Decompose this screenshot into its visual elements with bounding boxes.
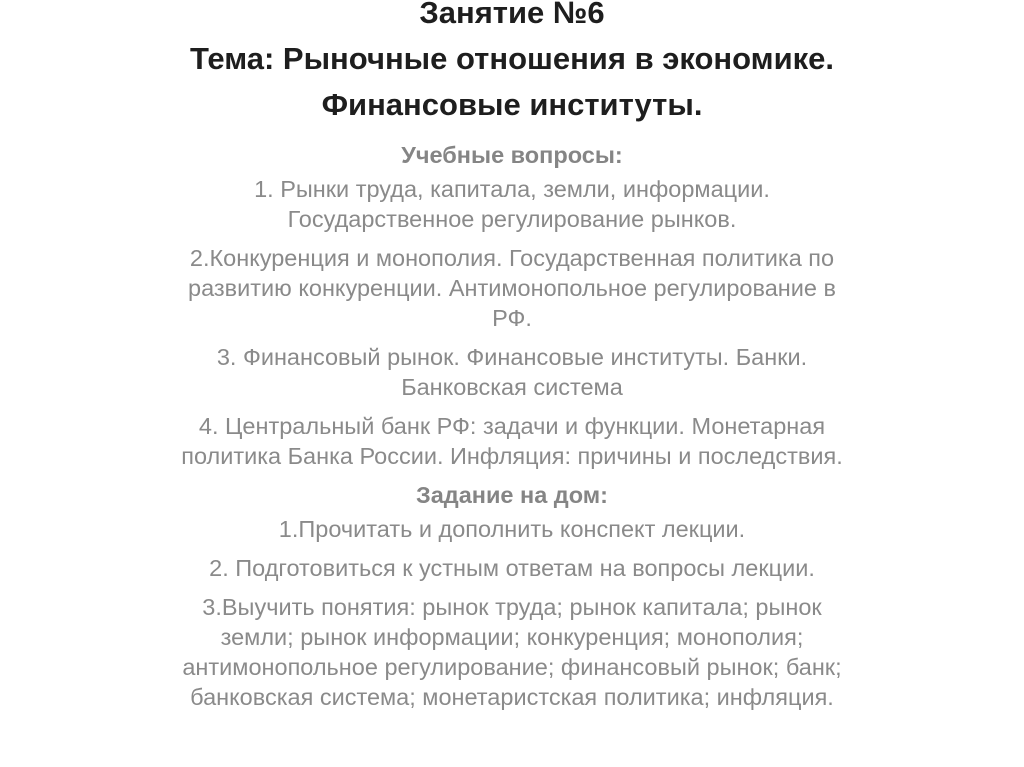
homework-item-1-line-1: 1.Прочитать и дополнить конспект лекции. [278, 516, 746, 542]
question-item-3-line-1: 3. Финансовый рынок. Финансовые институты. Банки. [216, 344, 808, 370]
homework-item-3-line-4: банковская система; монетаристская политика; инфляция. [190, 684, 834, 710]
questions-heading: Учебные вопросы: [401, 142, 623, 168]
slide-body [100, 140, 924, 721]
homework-item-2 [100, 553, 924, 583]
question-item-2-line-3: РФ. [492, 305, 532, 331]
homework-item-3-line-2: земли; рынок информации; конкуренция; монополия; [220, 624, 804, 650]
homework-item-2-line-1: 2. Подготовиться к устным ответам на вопросы лекции. [209, 555, 815, 581]
question-item-4-line-2: политика Банка России. Инфляция: причины и последствия. [181, 443, 843, 469]
question-item-4-line-1: 4. Центральный банк РФ: задачи и функции. Монетарная [198, 413, 826, 439]
question-item-2 [100, 243, 924, 333]
homework-heading: Задание на дом: [416, 482, 608, 508]
question-item-3 [100, 342, 924, 402]
homework-item-3 [100, 592, 924, 712]
homework-item-1 [100, 514, 924, 544]
title-line-3: Финансовые институты. [321, 87, 703, 122]
title-line-1: Занятие №6 [419, 0, 605, 30]
question-item-2-line-1: 2.Конкуренция и монополия. Государственная политика по [189, 245, 835, 271]
question-item-1-line-2: Государственное регулирование рынков. [287, 206, 737, 232]
question-item-1-line-1: 1. Рынки труда, капитала, земли, информации. [254, 176, 770, 202]
question-item-3-line-2: Банковская система [401, 374, 623, 400]
homework-item-3-line-1: 3.Выучить понятия: рынок труда; рынок капитала; рынок [202, 594, 822, 620]
question-item-4 [100, 411, 924, 471]
question-item-2-line-2: развитию конкуренции. Антимонопольное регулирование в [188, 275, 836, 301]
slide-title [0, 0, 1024, 128]
homework-item-3-line-3: антимонопольное регулирование; финансовый рынок; банк; [182, 654, 842, 680]
title-line-2: Тема: Рыночные отношения в экономике. [189, 41, 835, 76]
question-item-1 [100, 174, 924, 234]
